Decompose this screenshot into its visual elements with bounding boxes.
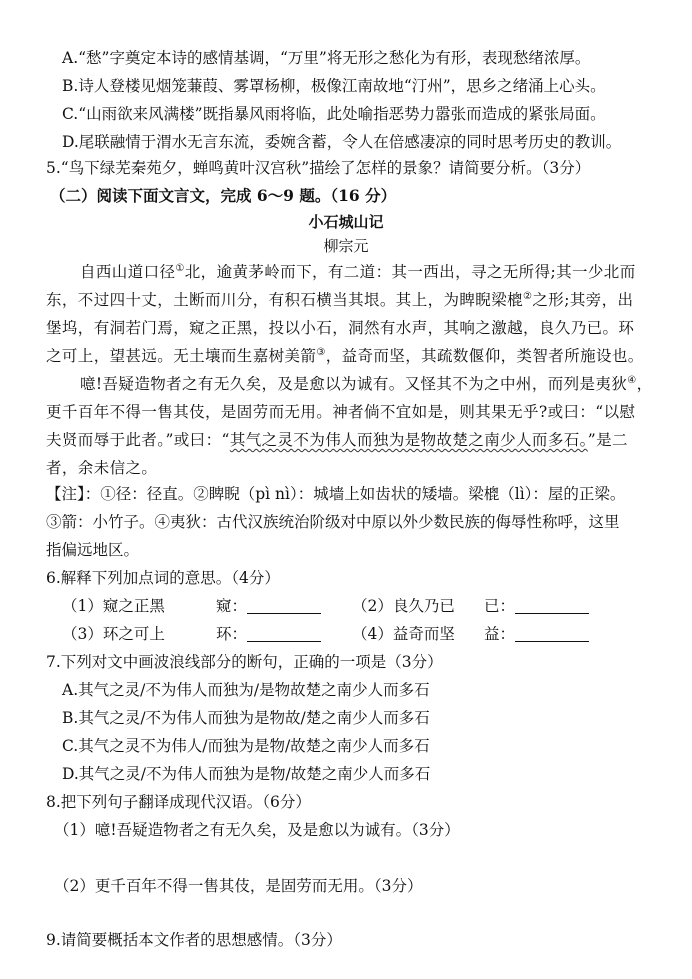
passage-author: 柳宗元 [323, 237, 369, 255]
wavy-underlined-text: 其气之灵不为伟人而独为是物故楚之南少人而多石。 [229, 431, 588, 449]
passage-line: 自西山道口径①北，逾黄茅岭而下，有二道：其一西出，寻之无所得;其一少北而 [80, 262, 636, 281]
passage-line: 东，不过四十丈，土断而川分，有积石横当其垠。其上，为睥睨梁㮰②之形;其旁，出 [46, 290, 634, 309]
notes-line: 指偏远地区。 [46, 541, 140, 559]
q8-sentence-2: （2）更千百年不得一售其伎，是固劳而无用。（3分） [54, 877, 423, 895]
q6-item-4-answer[interactable]: 益： [484, 624, 589, 644]
q6-item-2-answer[interactable]: 已： [484, 596, 589, 616]
q4-option-d: D.尾联融情于渭水无言东流，委婉含蓄，令人在倍感凄凉的同时思考历史的教训。 [62, 133, 622, 151]
q4-option-c: C.“山雨欲来风满楼”既指暴风雨将临，此处喻指恶势力嚣张而造成的紧张局面。 [62, 105, 606, 123]
notes-line: ③箭：小竹子。④夷狄：古代汉族统治阶级对中原以外少数民族的侮辱性称呼，这里 [46, 513, 620, 531]
q6-item-3-answer[interactable]: 环： [216, 624, 321, 644]
question-7: 7.下列对文中画波浪线部分的断句，正确的一项是（3分） [46, 653, 443, 671]
question-5: 5.“鸟下绿芜秦苑夕，蝉鸣黄叶汉宫秋”描绘了怎样的景象？请简要分析。（3分） [46, 159, 591, 177]
passage-line: 更千百年不得一售其伎，是固劳而无用。神者倘不宜如是，则其果无乎?或曰：“以慰 [46, 403, 636, 421]
question-6: 6.解释下列加点词的意思。（4分） [46, 569, 280, 587]
passage-line: 夫贤而辱于此者。”或曰：“其气之灵不为伟人而独为是物故楚之南少人而多石。”是二 [46, 431, 628, 449]
q6-item-1: （1）窥之正黑 [62, 597, 165, 615]
question-8: 8.把下列句子翻译成现代汉语。（6分） [46, 793, 311, 811]
q7-option-d[interactable]: D.其气之灵/不为伟人而独为是物/故楚之南少人而多石 [62, 765, 431, 783]
note-marker-3: ③ [316, 346, 326, 358]
passage-line: 堡坞，有洞若门焉，窥之正黑，投以小石，洞然有水声，其响之激越，良久乃已。环 [46, 319, 635, 337]
notes-line: 【注】：①径：径直。②睥睨（pì nì）：城墙上如齿状的矮墙。梁㮰（lì）：屋的正梁。 [46, 485, 626, 503]
passage-line: 噫!吾疑造物者之有无久矣，及是愈以为诚有。又怪其不为之中州，而列是夷狄④， [80, 374, 653, 393]
q6-item-1-answer[interactable]: 窥： [216, 596, 321, 616]
section-heading: （二）阅读下面文言文，完成 6～9 题。（16 分） [50, 186, 397, 205]
note-marker-1: ① [175, 262, 185, 274]
q6-item-3: （3）环之可上 [62, 625, 165, 643]
passage-line: 之可上，望甚远。无土壤而生嘉树美箭③，益奇而坚，其疏数偃仰，类智者所施设也。 [46, 346, 644, 365]
q8-sentence-1: （1）噫!吾疑造物者之有无久矣，及是愈以为诚有。（3分） [54, 821, 460, 839]
q6-item-2: （2）良久乃已 [352, 597, 455, 615]
q7-option-a[interactable]: A.其气之灵/不为伟人而独为/是物故楚之南少人而多石 [62, 681, 430, 699]
note-marker-2: ② [523, 290, 533, 302]
q4-option-b: B.诗人登楼见烟笼蒹葭、雾罩杨柳，极像江南故地“汀州”，思乡之绪涌上心头。 [62, 77, 606, 95]
q7-option-b[interactable]: B.其气之灵/不为伟人而独为是物故/楚之南少人而多石 [62, 709, 430, 727]
question-9: 9.请简要概括本文作者的思想感情。（3分） [46, 931, 342, 949]
note-marker-4: ④ [627, 374, 637, 386]
passage-title: 小石城山记 [308, 213, 384, 231]
q7-option-c[interactable]: C.其气之灵不为伟人/而独为是物/故楚之南少人而多石 [62, 737, 430, 755]
q4-option-a: A.“愁”字奠定本诗的感情基调，“万里”将无形之愁化为有形，表现愁绪浓厚。 [62, 49, 591, 67]
passage-line: 者，余未信之。 [46, 459, 158, 477]
q6-item-4: （4）益奇而坚 [352, 625, 455, 643]
